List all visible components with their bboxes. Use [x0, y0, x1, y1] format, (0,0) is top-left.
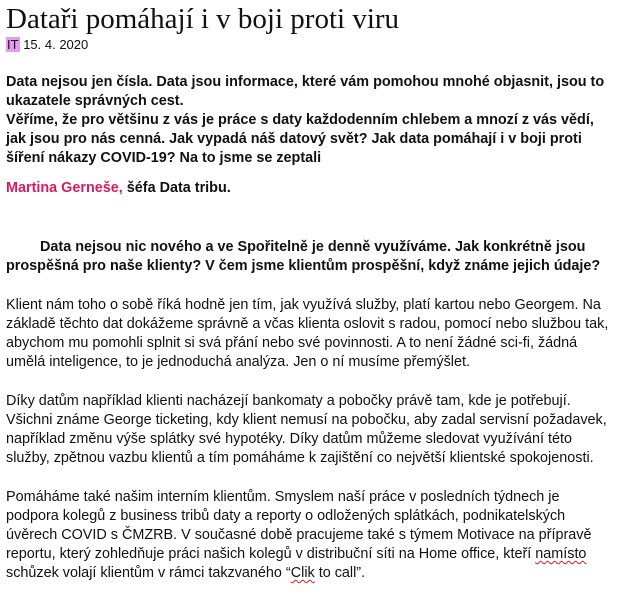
publish-date: 15. 4. 2020	[23, 37, 89, 52]
answer-paragraph-3	[6, 488, 612, 583]
author-line	[6, 179, 612, 198]
answer-paragraph-2: Díky datům například klienti nacházejí bankomaty a pobočky právě tam, kde je potřebují. Všichni známe George ticketing, kdy klient nemusí na pobočku, aby zadal servisní požadavek, například změnu výše splátky své hypotéky. Díky datům můžeme sledovat využívání této služby, zpětnou vazbu klientů a tím pomáháme k zajištění co největší klientské spokojenosti.	[6, 393, 607, 466]
article-meta	[6, 37, 612, 53]
author-role: šéfa Data tribu.	[126, 180, 231, 196]
author-name: Martina Gerneše,	[6, 180, 123, 196]
lead-paragraph-2: Věříme, že pro většinu z vás je práce s daty každodenním chlebem a mnozí z vás vědí, jak jsou pro nás cenná. Jak vypadá náš datový svět? Jak data pomáhají i v boji proti šíření nákazy COVID-19? Na to jsme se zeptali	[6, 112, 594, 166]
paragraph-3-text-c: to call”.	[314, 565, 366, 581]
lead-paragraph-1: Data nejsou jen čísla. Data jsou informace, které vám pomohou mnohé objasnit, jsou to ukazatele správných cest.	[6, 74, 605, 109]
category-tag: IT	[7, 37, 19, 52]
spellcheck-word-2: Clik	[290, 565, 315, 581]
paragraph-3-text-b: schůzek volají klientům v rámci takzvaného “	[6, 565, 291, 581]
article-title: Dataři pomáhají i v boji proti viru	[6, 3, 400, 35]
answer-paragraph-1: Klient nám toho o sobě říká hodně jen tím, jak využívá služby, platí kartou nebo Georgem. Na základě těchto dat dokážeme správně a včas klienta oslovit s radou, pomocí nebo službou tak, abychom mu pomohli splnit si svá přání nebo své povinnosti. A to není žádné sci-fi, žádná umělá inteligence, to je jednoduchá analýza. Jen o ní musíme přemýšlet.	[6, 297, 609, 370]
interview-question: Data nejsou nic nového a ve Spořitelně je denně využíváme. Jak konkrétně jsou prospěšná pro naše klienty? V čem jsme klientům prospěšní, když známe jejich údaje?	[6, 239, 601, 274]
document	[6, 0, 612, 583]
paragraph-3-text-a: Pomáháme také našim interním klientům. Smyslem naší práce v posledních týdnech je podpora kolegů z business tribů daty a reporty o odložených splátkách, podnikatelských úvěrech COVID s ČMZRB. V současné době pracujeme také s týmem Motivace na přípravě reportu, který zohledňuje práci našich kolegů v distribuční síti na Home office, kteří	[6, 489, 592, 562]
spellcheck-word: namísto	[535, 546, 587, 562]
article-lead	[6, 73, 612, 168]
